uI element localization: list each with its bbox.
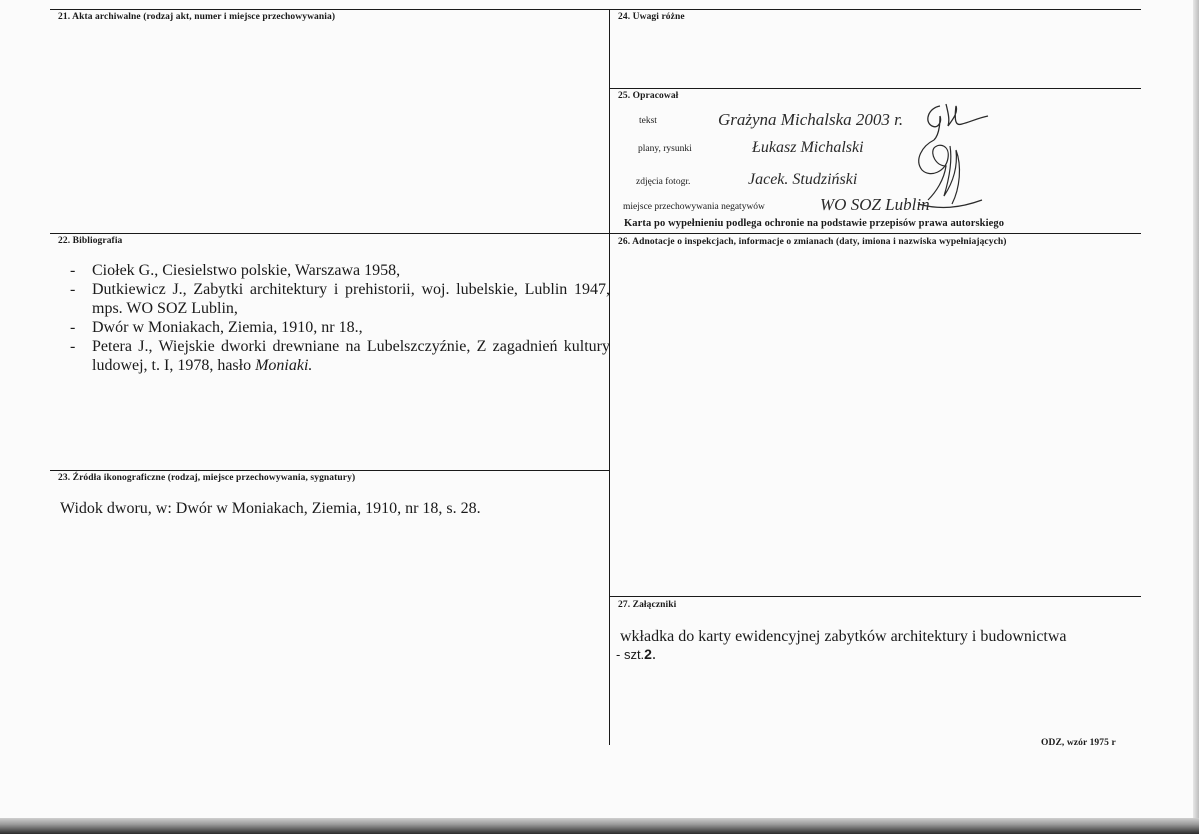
zdjecia-value: Jacek. Studziński <box>748 171 858 188</box>
bibliography-item: - Dwór w Moniakach, Ziemia, 1910, nr 18., <box>66 318 610 337</box>
attachments-count: 2 <box>644 646 652 662</box>
zdjecia-label: zdjęcia fotogr. <box>636 177 691 187</box>
bibliography-item-title: Moniaki. <box>255 357 313 374</box>
iconographic-source-text: Widok dworu, w: Dwór w Moniakach, Ziemia, 1910, nr 18, s. 28. <box>60 500 481 517</box>
section-24-label: 24. Uwagi różne <box>618 12 685 22</box>
plany-value: Łukasz Michalski <box>752 139 864 156</box>
section-26-label: 26. Adnotacje o inspekcjach, informacje o zmianach (daty, imiona i nazwiska wypełniających) <box>618 237 1007 247</box>
tekst-value: Grażyna Michalska 2003 r. <box>718 110 904 129</box>
signature-stroke-1 <box>928 104 988 140</box>
bibliography-item <box>66 337 610 375</box>
signature-graphic <box>900 96 1000 226</box>
rule-23-top <box>50 470 609 471</box>
section-22-label: 22. Bibliografia <box>58 236 123 246</box>
bibliography-item: - Dutkiewicz J., Zabytki architektury i prehistorii, woj. lubelskie, Lublin 1947, mps. WO SOZ Lublin, <box>66 280 610 318</box>
plany-label: plany, rysunki <box>638 144 692 154</box>
center-divider <box>609 9 610 745</box>
section-27-label: 27. Załączniki <box>618 600 677 610</box>
scan-bottom-edge <box>0 818 1199 834</box>
bibliography-list <box>66 261 610 375</box>
section-21-label: 21. Akta archiwalne (rodzaj akt, numer i miejsce przechowywania) <box>58 12 336 22</box>
bibliography-item-text: Petera J., Wiejskie dworki drewniane na Lubelszczyźnie, Z zagadnień kultury ludowej, t. I, 1978, hasło <box>92 338 610 374</box>
signature-stroke-2 <box>918 140 982 207</box>
attachments-suffix: . <box>651 646 656 663</box>
attachments-prefix: - szt. <box>616 647 645 662</box>
bibliography-item: - Ciołek G., Ciesielstwo polskie, Warszawa 1958, <box>66 261 610 280</box>
scan-right-edge <box>1193 0 1199 834</box>
attachments-line-1: wkładka do karty ewidencyjnej zabytków architektury i budownictwa <box>620 628 1067 645</box>
rule-27-top <box>609 596 1141 597</box>
form-identifier: ODZ, wzór 1975 r <box>1041 738 1116 748</box>
top-rule <box>50 9 1141 10</box>
rule-22-top <box>50 233 609 234</box>
negatywy-label: miejsce przechowywania negatywów <box>623 202 765 212</box>
copyright-notice: Karta po wypełnieniu podlega ochronie na podstawie przepisów prawa autorskiego <box>624 218 1005 229</box>
tekst-label: tekst <box>639 116 657 126</box>
attachments-line-2 <box>616 645 656 664</box>
rule-25-top <box>609 88 1141 89</box>
section-25-label: 25. Opracował <box>618 91 679 101</box>
section-23-label: 23. Źródła ikonograficzne (rodzaj, miejsce przechowywania, sygnatury) <box>58 473 356 483</box>
rule-26-top <box>609 233 1141 234</box>
negatywy-value: WO SOZ Lublin <box>820 195 930 214</box>
